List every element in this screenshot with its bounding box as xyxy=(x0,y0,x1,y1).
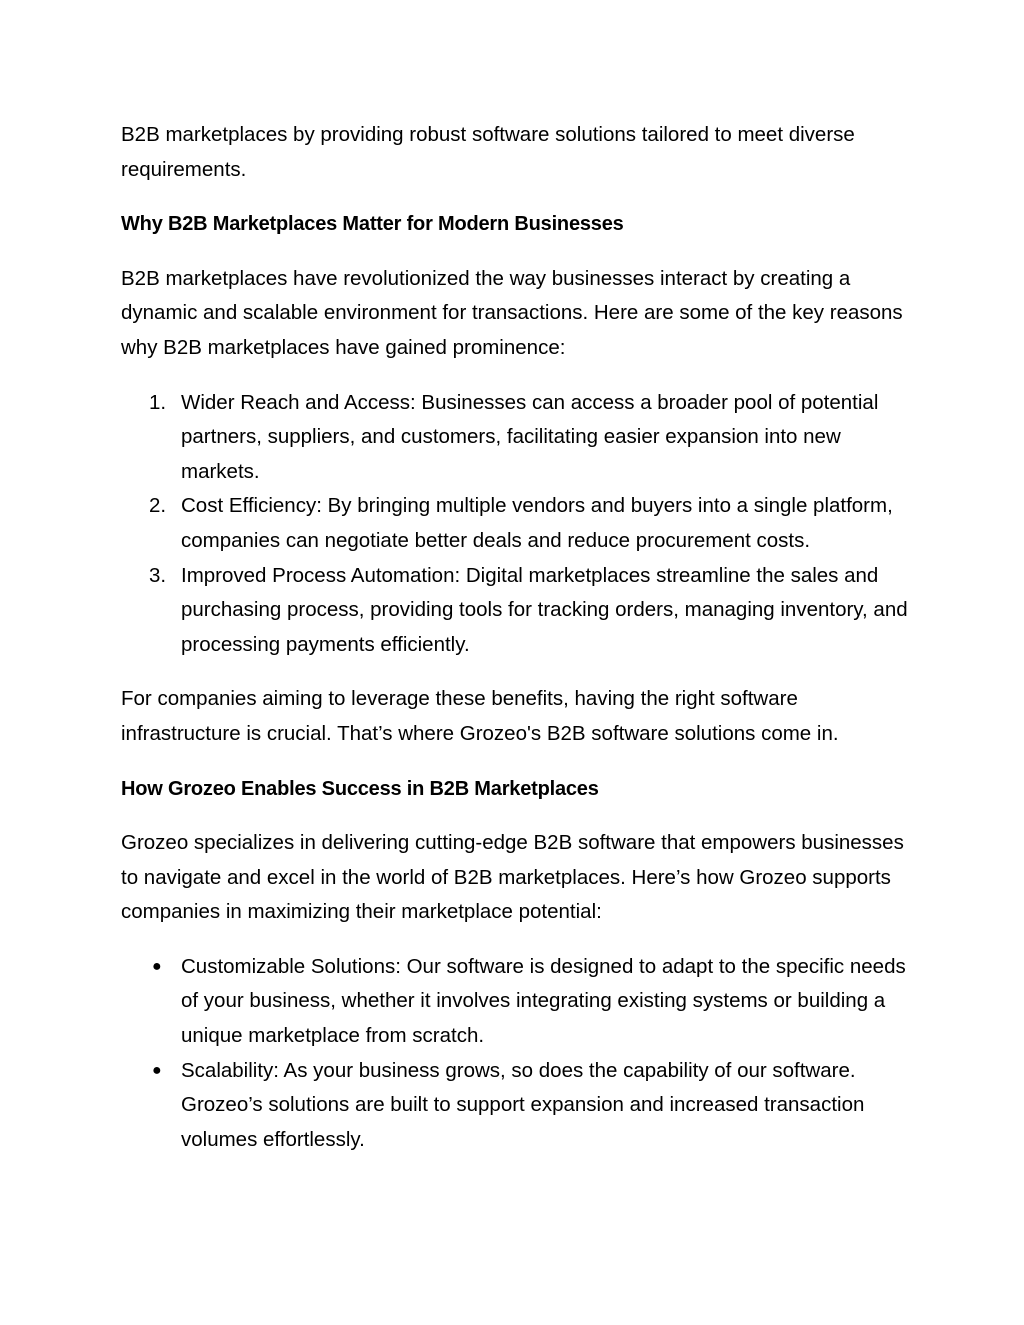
list-item-text: Wider Reach and Access: Businesses can access a broader pool of potential partners, suppliers, and customers, facilitating easier expansion into new markets. xyxy=(181,390,879,483)
list-item-text: Improved Process Automation: Digital marketplaces streamline the sales and purchasing process, providing tools for tracking orders, managing inventory, and processing payments efficiently. xyxy=(181,563,908,656)
section-paragraph-how-grozeo: Grozeo specializes in delivering cutting-edge B2B software that empowers businesses to navigate and excel in the world of B2B marketplaces. Here’s how Grozeo supports companies in maximizing their marketplace potential: xyxy=(121,831,904,924)
bullet-icon: ● xyxy=(152,1061,162,1079)
list-item-text: Customizable Solutions: Our software is designed to adapt to the specific needs of your business, whether it involves integrating existing systems or building a unique marketplace from scratch. xyxy=(181,954,906,1048)
list-item xyxy=(121,950,911,1054)
bullet-icon: ● xyxy=(152,957,162,975)
document-page xyxy=(121,118,911,1177)
list-item xyxy=(121,1054,911,1158)
list-item xyxy=(121,559,911,663)
section-heading-how-grozeo: How Grozeo Enables Success in B2B Marketplaces xyxy=(121,777,599,800)
list-number: 3. xyxy=(149,563,167,587)
section-paragraph-why-b2b: B2B marketplaces have revolutionized the way businesses interact by creating a dynamic and scalable environment for transactions. Here are some of the key reasons why B2B marketplaces have gained prominence: xyxy=(121,266,903,359)
list-item xyxy=(121,386,911,490)
list-number: 2. xyxy=(149,494,167,518)
section-heading-why-b2b: Why B2B Marketplaces Matter for Modern Businesses xyxy=(121,213,624,236)
list-item-text: Cost Efficiency: By bringing multiple vendors and buyers into a single platform, companies can negotiate better deals and reduce procurement costs. xyxy=(181,494,893,552)
list-item-text: Scalability: As your business grows, so does the capability of our software. Grozeo’s solutions are built to support expansion and increased transaction volumes effortlessly. xyxy=(181,1058,865,1151)
numbered-list-reasons xyxy=(121,386,911,663)
list-number: 1. xyxy=(149,390,167,414)
section-closing-paragraph: For companies aiming to leverage these benefits, having the right software infrastructure is crucial. That’s where Grozeo's B2B software solutions come in. xyxy=(121,687,839,745)
bullet-list-capabilities xyxy=(121,950,911,1158)
intro-fragment: B2B marketplaces by providing robust software solutions tailored to meet diverse requirements. xyxy=(121,123,855,181)
list-item xyxy=(121,489,911,558)
